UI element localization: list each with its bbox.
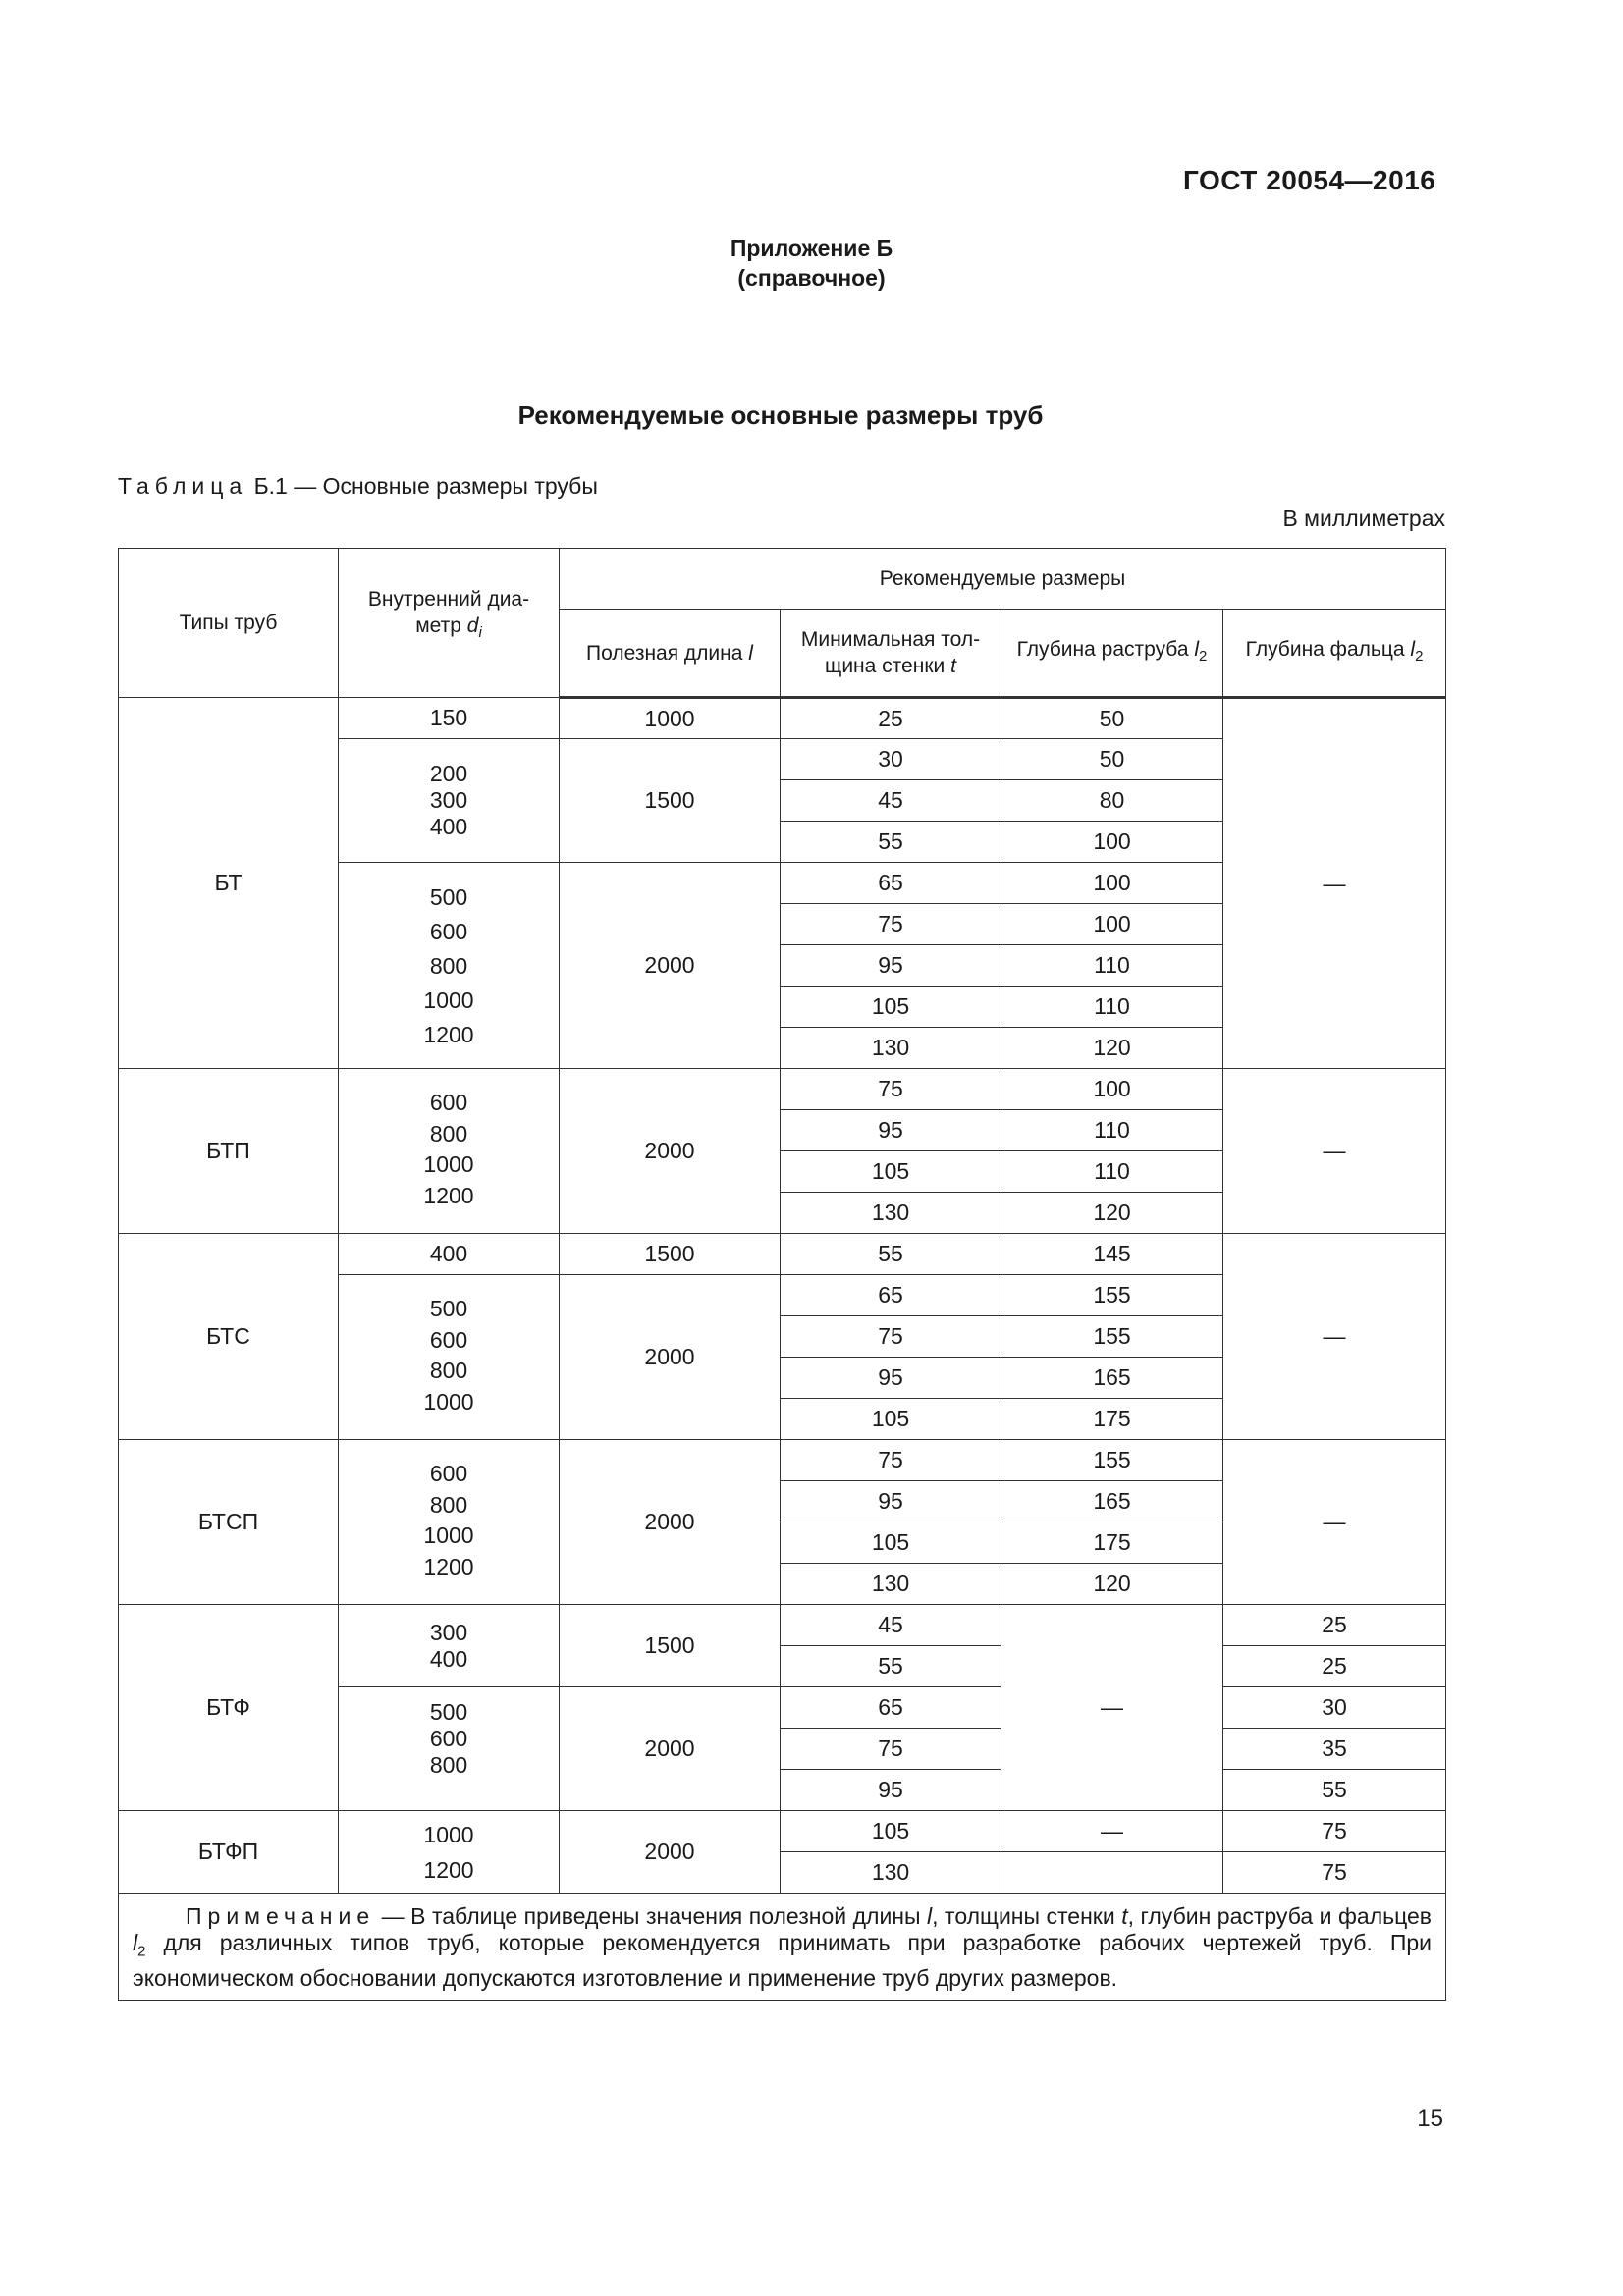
diameter-value: 1000: [423, 1821, 474, 1847]
useful-length-cell: 1500: [560, 739, 781, 863]
diameter-value: 1000: [423, 987, 474, 1013]
wall-cell: 130: [781, 1852, 1001, 1894]
wall-cell: 75: [781, 904, 1001, 945]
pipe-type-cell: БТФ: [119, 1605, 339, 1811]
socket-cell: 155: [1001, 1440, 1223, 1481]
wall-cell: 55: [781, 1646, 1001, 1687]
useful-length-cell: 2000: [560, 1440, 781, 1605]
wall-cell: 75: [781, 1316, 1001, 1358]
wall-cell: 105: [781, 1811, 1001, 1852]
diameter-value: 1200: [423, 1182, 474, 1208]
wall-cell: 130: [781, 1028, 1001, 1069]
wall-cell: 55: [781, 1234, 1001, 1275]
wall-cell: 105: [781, 1522, 1001, 1564]
diameter-value: 800: [429, 1357, 468, 1383]
inner-diameter-cell: [339, 1605, 560, 1687]
wall-cell: 105: [781, 1151, 1001, 1193]
note-subscript-2: 2: [137, 1943, 146, 1960]
diameter-value: 800: [429, 1120, 468, 1147]
col-header-fold-depth: [1223, 610, 1446, 698]
diameter-value: 1000: [423, 1522, 474, 1548]
fold-depth-text: Глубина фальца: [1245, 637, 1405, 661]
wall-cell: 25: [781, 698, 1001, 739]
fold-cell: 35: [1223, 1729, 1446, 1770]
inner-diameter-cell: [339, 739, 560, 863]
wall-cell: 65: [781, 1687, 1001, 1729]
appendix-subtitle: (справочное): [737, 265, 886, 291]
inner-diameter-cell: 150: [339, 698, 560, 739]
diameter-value: 600: [429, 1726, 468, 1751]
diameter-value: 400: [429, 814, 468, 839]
useful-length-cell: 2000: [560, 863, 781, 1069]
useful-length-cell: 1500: [560, 1234, 781, 1275]
diameter-value: 300: [429, 1619, 468, 1645]
wall-cell: 45: [781, 1605, 1001, 1646]
pipe-type-cell: БТФП: [119, 1811, 339, 1894]
inner-diam-subscript: i: [478, 624, 482, 642]
socket-cell: 175: [1001, 1522, 1223, 1564]
wall-cell: 55: [781, 822, 1001, 863]
pipe-type-cell: БТП: [119, 1069, 339, 1234]
note-text-3: , глубин раструба и фальцев: [1127, 1903, 1433, 1929]
socket-cell: 110: [1001, 987, 1223, 1028]
socket-cell: 100: [1001, 904, 1223, 945]
useful-length-cell: 2000: [560, 1687, 781, 1811]
note-text-1: — В таблице приведены значения полезной длины: [375, 1903, 928, 1929]
wall-cell: 65: [781, 863, 1001, 904]
wall-cell: 130: [781, 1193, 1001, 1234]
diameter-value: 600: [429, 1326, 468, 1353]
useful-length-cell: 2000: [560, 1069, 781, 1234]
table-caption-text: Б.1 — Основные размеры трубы: [247, 473, 598, 499]
fold-depth-subscript: 2: [1415, 648, 1424, 666]
socket-cell: 155: [1001, 1316, 1223, 1358]
note-row: [119, 1894, 1446, 2001]
pipe-dimensions-table: [118, 548, 1446, 2001]
fold-cell: —: [1223, 1234, 1446, 1440]
socket-depth-subscript: 2: [1199, 648, 1208, 666]
inner-diam-line1: Внутренний диа-: [367, 588, 530, 611]
socket-cell: 145: [1001, 1234, 1223, 1275]
wall-cell: 75: [781, 1729, 1001, 1770]
diameter-value: 1200: [423, 1856, 474, 1883]
wall-cell: 105: [781, 1399, 1001, 1440]
fold-cell: —: [1223, 1440, 1446, 1605]
diameter-value: 1200: [423, 1021, 474, 1047]
wall-cell: 95: [781, 945, 1001, 987]
table-row: [119, 1069, 1446, 1110]
fold-cell: 75: [1223, 1811, 1446, 1852]
table-row: [119, 1234, 1446, 1275]
wall-cell: 130: [781, 1564, 1001, 1605]
table-row: [119, 698, 1446, 739]
socket-cell: 165: [1001, 1358, 1223, 1399]
pipe-type-cell: БТ: [119, 698, 339, 1069]
inner-diameter-cell: [339, 1275, 560, 1440]
inner-diam-symbol: d: [466, 614, 479, 637]
fold-cell: —: [1223, 1069, 1446, 1234]
note-symbol-t: t: [1121, 1903, 1128, 1929]
socket-cell: 165: [1001, 1481, 1223, 1522]
inner-diameter-cell: [339, 1811, 560, 1894]
units-label: В миллиметрах: [1282, 506, 1445, 531]
socket-cell: 120: [1001, 1193, 1223, 1234]
useful-length-cell: 2000: [560, 1275, 781, 1440]
inner-diameter-cell: [339, 1069, 560, 1234]
useful-length-symbol: l: [748, 641, 753, 665]
table-note: [119, 1894, 1446, 2001]
socket-cell: 110: [1001, 945, 1223, 987]
diameter-value: 500: [429, 883, 468, 910]
wall-cell: 95: [781, 1358, 1001, 1399]
diameter-value: 1200: [423, 1553, 474, 1579]
wall-cell: 105: [781, 987, 1001, 1028]
fold-cell: 75: [1223, 1852, 1446, 1894]
diameter-value: 300: [429, 787, 468, 813]
col-header-inner-diameter: [339, 549, 560, 698]
col-header-min-wall: [781, 610, 1001, 698]
col-header-recommended: Рекомендуемые размеры: [560, 549, 1446, 610]
socket-depth-text: Глубина раструба: [1016, 637, 1189, 661]
socket-cell: [1001, 1852, 1223, 1894]
diameter-value: 1000: [423, 1388, 474, 1415]
fold-depth-symbol: l: [1410, 637, 1416, 661]
socket-cell: 175: [1001, 1399, 1223, 1440]
socket-cell: 110: [1001, 1110, 1223, 1151]
wall-cell: 75: [781, 1069, 1001, 1110]
diameter-value: 800: [429, 1752, 468, 1778]
note-text-4: для различных типов труб, которые рекомендуется принимать при разработке рабочих чертежей труб. При экономическом обосновании допускаются изготовление и применение труб других размеров.: [133, 1930, 1433, 1991]
diameter-value: 500: [429, 1295, 468, 1321]
wall-cell: 45: [781, 780, 1001, 822]
wall-cell: 95: [781, 1110, 1001, 1151]
diameter-value: 500: [429, 1699, 468, 1725]
socket-cell: 50: [1001, 739, 1223, 780]
diameter-value: 600: [429, 918, 468, 944]
inner-diameter-cell: [339, 1440, 560, 1605]
diameter-value: 600: [429, 1089, 468, 1115]
socket-cell: 50: [1001, 698, 1223, 739]
pipe-type-cell: БТСП: [119, 1440, 339, 1605]
diameter-value: 600: [429, 1460, 468, 1486]
min-wall-symbol: t: [950, 655, 956, 677]
appendix-title: Приложение Б: [730, 236, 893, 261]
inner-diam-line2: метр: [415, 614, 461, 637]
wall-cell: 75: [781, 1440, 1001, 1481]
fold-cell: 25: [1223, 1605, 1446, 1646]
wall-cell: 95: [781, 1481, 1001, 1522]
fold-cell: 55: [1223, 1770, 1446, 1811]
table-row: [119, 1811, 1446, 1852]
socket-cell: 80: [1001, 780, 1223, 822]
diameter-value: 400: [429, 1645, 468, 1672]
standard-number: ГОСТ 20054—2016: [1183, 165, 1436, 195]
useful-length-text: Полезная длина: [586, 641, 743, 665]
socket-cell: 155: [1001, 1275, 1223, 1316]
socket-cell: 120: [1001, 1028, 1223, 1069]
socket-depth-symbol: l: [1194, 637, 1200, 661]
note-symbol-l2: l: [133, 1930, 138, 1955]
fold-cell: 25: [1223, 1646, 1446, 1687]
diameter-value: 1000: [423, 1150, 474, 1177]
wall-cell: 95: [781, 1770, 1001, 1811]
socket-cell: 100: [1001, 1069, 1223, 1110]
useful-length-cell: 1500: [560, 1605, 781, 1687]
min-wall-line1: Минимальная тол-: [800, 628, 981, 651]
col-header-socket-depth: [1001, 610, 1223, 698]
fold-cell: —: [1223, 698, 1446, 1069]
socket-cell: 110: [1001, 1151, 1223, 1193]
min-wall-line2: щина стенки: [825, 655, 946, 677]
diameter-value: 200: [429, 761, 468, 786]
inner-diameter-cell: 400: [339, 1234, 560, 1275]
socket-cell: —: [1001, 1811, 1223, 1852]
table-caption: [118, 473, 598, 500]
col-header-types: Типы труб: [119, 549, 339, 698]
pipe-type-cell: БТС: [119, 1234, 339, 1440]
header-row-1: [119, 549, 1446, 610]
note-label: Примечание: [186, 1903, 376, 1929]
wall-cell: 30: [781, 739, 1001, 780]
socket-cell: 120: [1001, 1564, 1223, 1605]
table-row: [119, 1440, 1446, 1481]
diameter-value: 800: [429, 952, 468, 979]
table-caption-label: Таблица: [118, 473, 248, 499]
section-title: Рекомендуемые основные размеры труб: [517, 400, 1044, 430]
page-number: 15: [1417, 2106, 1443, 2132]
table-row: [119, 1605, 1446, 1646]
note-symbol-l: l: [927, 1903, 933, 1929]
diameter-value: 800: [429, 1491, 468, 1518]
socket-cell: —: [1001, 1605, 1223, 1811]
note-text-2: , толщины стенки: [932, 1903, 1122, 1929]
inner-diameter-cell: [339, 1687, 560, 1811]
fold-cell: 30: [1223, 1687, 1446, 1729]
socket-cell: 100: [1001, 863, 1223, 904]
useful-length-cell: 1000: [560, 698, 781, 739]
socket-cell: 100: [1001, 822, 1223, 863]
wall-cell: 65: [781, 1275, 1001, 1316]
inner-diameter-cell: [339, 863, 560, 1069]
col-header-useful-length: [560, 610, 781, 698]
useful-length-cell: 2000: [560, 1811, 781, 1894]
